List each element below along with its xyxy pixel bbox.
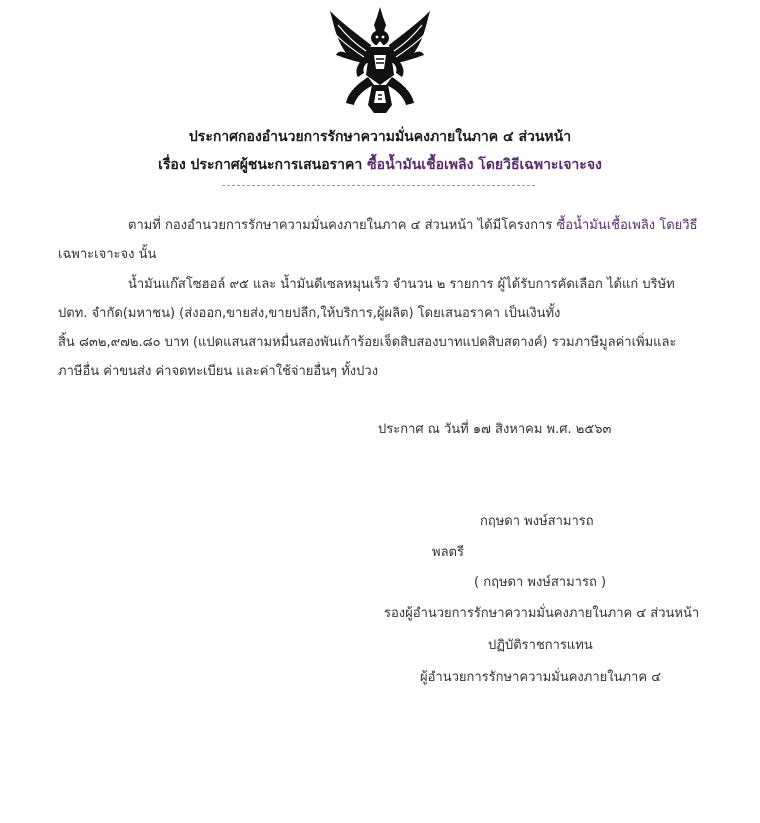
announcement-title: ประกาศกองอำนวยการรักษาความมั่นคงภายในภาค ๔ ส่วนหน้า [188, 129, 572, 145]
paragraph1-line1-text: ตามที่ กองอำนวยการรักษาความมั่นคงภายในภาค ๔ ส่วนหน้า ได้มีโครงการ [128, 218, 553, 233]
paragraph1-line1-project: ซื้อน้ำมันเชื้อเพลิง โดยวิธี [556, 218, 698, 233]
garuda-emblem-icon [328, 5, 432, 115]
signer-signature: กฤษดา พงษ์สามารถ [480, 514, 594, 529]
signer-name: ( กฤษดา พงษ์สามารถ ) [474, 575, 607, 590]
paragraph2-line1: น้ำมันแก๊สโซฮอล์ ๙๕ และ น้ำมันดีเซลหมุนเร็ว จำนวน ๒ รายการ ผู้ได้รับการคัดเลือก ได้แก่ บริษัท [128, 277, 675, 292]
paragraph2-line4: ภาษีอื่น ค่าขนส่ง ค่าจดทะเบียน และค่าใช้จ่ายอื่นๆ ทั้งปวง [58, 364, 379, 379]
signer-acting: ปฏิบัติราชการแทน [488, 638, 593, 653]
paragraph2-line2: ปตท. จำกัด(มหาชน) (ส่งออก,ขายส่ง,ขายปลีก,ให้บริการ,ผู้ผลิต) โดยเสนอราคา เป็นเงินทั้ง [58, 306, 561, 321]
paragraph1-line2: เฉพาะเจาะจง นั้น [58, 247, 157, 262]
announcement-subject [0, 154, 760, 176]
paragraph1-line1 [128, 214, 698, 235]
signer-position: รองผู้อำนวยการรักษาความมั่นคงภายในภาค ๔ ส่วนหน้า [384, 606, 700, 621]
subject-highlight: ซื้อน้ำมันเชื้อเพลิง โดยวิธีเฉพาะเจาะจง [367, 157, 602, 173]
subject-prefix: เรื่อง ประกาศผู้ชนะการเสนอราคา [158, 157, 363, 173]
signer-rank: พลตรี [432, 545, 464, 560]
announcement-date: ประกาศ ณ วันที่ ๑๗ สิงหาคม พ.ศ. ๒๕๖๓ [378, 422, 612, 437]
divider [222, 185, 535, 186]
signer-on-behalf: ผู้อำนวยการรักษาความมั่นคงภายในภาค ๔ [420, 670, 662, 685]
paragraph2-line3: สิ้น ๘๓๒,๙๗๒.๘๐ บาท (แปดแสนสามหมื่นสองพันเก้าร้อยเจ็ดสิบสองบาทแปดสิบสตางค์) รวมภาษีมูลค่าเพิ่มและ [58, 335, 677, 350]
